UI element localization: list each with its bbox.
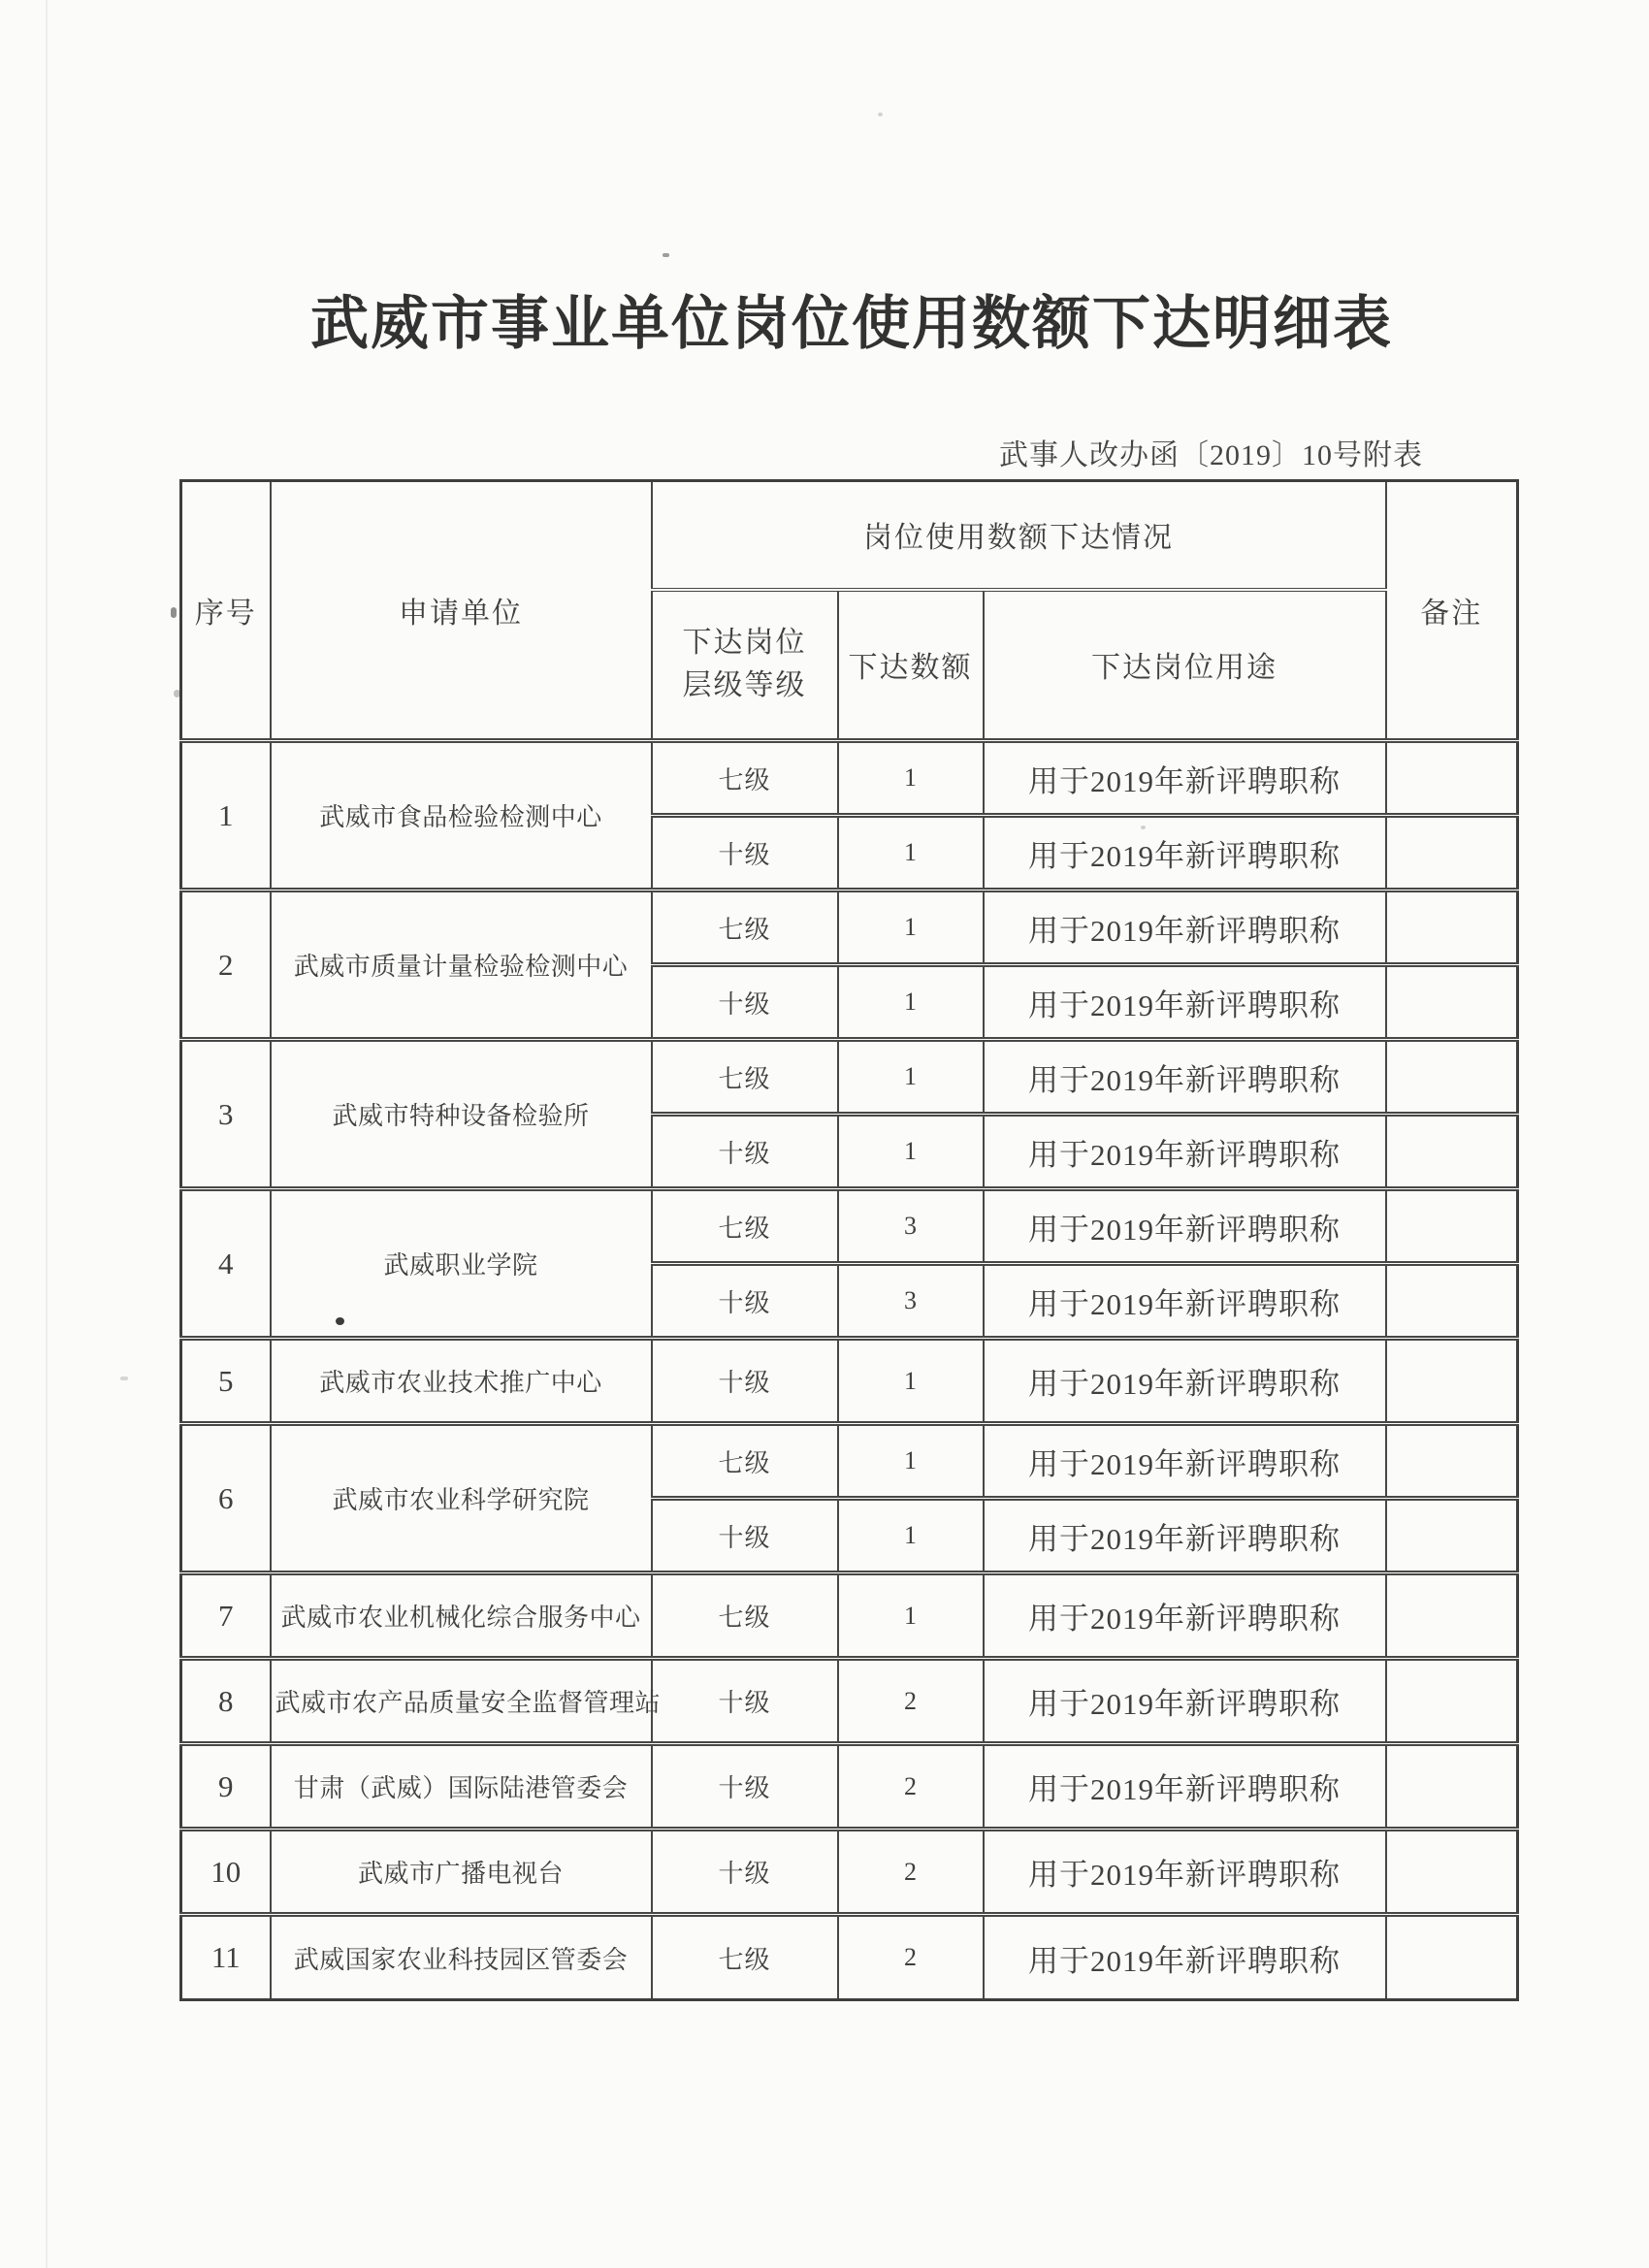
scan-speck (878, 113, 883, 116)
index-cell: 11 (181, 1915, 271, 2000)
level-cell: 十级 (652, 1499, 838, 1573)
table-body (181, 741, 1518, 2000)
purpose-cell: 用于2019年新评聘职称 (984, 965, 1386, 1040)
unit-cell: 武威市质量计量检验检测中心 (271, 891, 652, 1040)
header-purpose: 下达岗位用途 (984, 590, 1386, 741)
table-row (181, 1830, 1518, 1915)
remark-cell (1386, 1264, 1518, 1339)
remark-cell (1386, 1424, 1518, 1499)
purpose-cell: 用于2019年新评聘职称 (984, 1339, 1386, 1424)
index-cell: 9 (181, 1744, 271, 1830)
header-level-label: 下达岗位层级等级 (682, 627, 807, 702)
table-row (181, 1040, 1518, 1115)
table-row (181, 741, 1518, 816)
table-row (181, 1659, 1518, 1744)
amount-cell: 2 (838, 1915, 984, 2000)
index-cell: 8 (181, 1659, 271, 1744)
table-row (181, 1744, 1518, 1830)
purpose-cell: 用于2019年新评聘职称 (984, 1659, 1386, 1744)
purpose-cell: 用于2019年新评聘职称 (984, 1264, 1386, 1339)
purpose-cell: 用于2019年新评聘职称 (984, 816, 1386, 891)
remark-cell (1386, 1189, 1518, 1264)
level-cell: 十级 (652, 1339, 838, 1424)
level-cell: 七级 (652, 1040, 838, 1115)
remark-cell (1386, 1915, 1518, 2000)
amount-cell: 1 (838, 965, 984, 1040)
document-reference: 武事人改办函〔2019〕10号附表 (999, 439, 1423, 471)
amount-cell: 1 (838, 1040, 984, 1115)
remark-cell (1386, 1115, 1518, 1189)
amount-cell: 3 (838, 1264, 984, 1339)
index-cell: 1 (181, 741, 271, 891)
amount-cell: 2 (838, 1830, 984, 1915)
header-row-group (181, 481, 1518, 590)
scan-speck (171, 607, 177, 618)
purpose-cell: 用于2019年新评聘职称 (984, 1573, 1386, 1659)
level-cell: 十级 (652, 1659, 838, 1744)
header-index: 序号 (181, 481, 271, 741)
amount-cell: 1 (838, 1339, 984, 1424)
unit-cell: 甘肃（武威）国际陆港管委会 (271, 1744, 652, 1830)
remark-cell (1386, 1744, 1518, 1830)
header-level (652, 590, 838, 741)
level-cell: 十级 (652, 1115, 838, 1189)
remark-cell (1386, 1499, 1518, 1573)
amount-cell: 1 (838, 741, 984, 816)
index-cell: 4 (181, 1189, 271, 1339)
header-unit: 申请单位 (271, 481, 652, 741)
level-cell: 十级 (652, 1264, 838, 1339)
amount-cell: 1 (838, 1573, 984, 1659)
remark-cell (1386, 1040, 1518, 1115)
header-remark: 备注 (1386, 481, 1518, 741)
scan-speck (120, 1377, 128, 1380)
amount-cell: 1 (838, 1115, 984, 1189)
index-cell: 2 (181, 891, 271, 1040)
unit-cell: 武威市食品检验检测中心 (271, 741, 652, 891)
purpose-cell: 用于2019年新评聘职称 (984, 1189, 1386, 1264)
remark-cell (1386, 1573, 1518, 1659)
remark-cell (1386, 965, 1518, 1040)
level-cell: 十级 (652, 1744, 838, 1830)
unit-cell: 武威市农业技术推广中心 (271, 1339, 652, 1424)
purpose-cell: 用于2019年新评聘职称 (984, 1499, 1386, 1573)
page-title: 武威市事业单位岗位使用数额下达明细表 (310, 292, 1393, 356)
purpose-cell: 用于2019年新评聘职称 (984, 1744, 1386, 1830)
unit-cell: 武威国家农业科技园区管委会 (271, 1915, 652, 2000)
remark-cell (1386, 816, 1518, 891)
table-row (181, 1424, 1518, 1499)
purpose-cell: 用于2019年新评聘职称 (984, 1424, 1386, 1499)
unit-cell: 武威市广播电视台 (271, 1830, 652, 1915)
scan-fold-line (46, 0, 48, 2268)
amount-cell: 1 (838, 816, 984, 891)
table-header (181, 481, 1518, 741)
purpose-cell: 用于2019年新评聘职称 (984, 891, 1386, 965)
amount-cell: 2 (838, 1744, 984, 1830)
table-row (181, 1189, 1518, 1264)
unit-cell: 武威市农业机械化综合服务中心 (271, 1573, 652, 1659)
purpose-cell: 用于2019年新评聘职称 (984, 1115, 1386, 1189)
scan-speck (663, 253, 669, 257)
table-row (181, 1915, 1518, 2000)
quota-table (179, 479, 1519, 2001)
level-cell: 十级 (652, 1830, 838, 1915)
amount-cell: 1 (838, 891, 984, 965)
level-cell: 七级 (652, 741, 838, 816)
remark-cell (1386, 741, 1518, 816)
table-row (181, 891, 1518, 965)
header-quota-group: 岗位使用数额下达情况 (652, 481, 1386, 590)
level-cell: 七级 (652, 1424, 838, 1499)
unit-cell: 武威职业学院 (271, 1189, 652, 1339)
amount-cell: 1 (838, 1424, 984, 1499)
remark-cell (1386, 1830, 1518, 1915)
remark-cell (1386, 1659, 1518, 1744)
unit-cell: 武威市农产品质量安全监督管理站 (271, 1659, 652, 1744)
index-cell: 5 (181, 1339, 271, 1424)
level-cell: 七级 (652, 1189, 838, 1264)
purpose-cell: 用于2019年新评聘职称 (984, 1830, 1386, 1915)
level-cell: 七级 (652, 891, 838, 965)
index-cell: 6 (181, 1424, 271, 1573)
amount-cell: 2 (838, 1659, 984, 1744)
amount-cell: 1 (838, 1499, 984, 1573)
remark-cell (1386, 891, 1518, 965)
unit-cell: 武威市特种设备检验所 (271, 1040, 652, 1189)
header-amount: 下达数额 (838, 590, 984, 741)
purpose-cell: 用于2019年新评聘职称 (984, 1040, 1386, 1115)
table-row (181, 1573, 1518, 1659)
level-cell: 十级 (652, 965, 838, 1040)
index-cell: 7 (181, 1573, 271, 1659)
table-row (181, 1339, 1518, 1424)
unit-cell: 武威市农业科学研究院 (271, 1424, 652, 1573)
amount-cell: 3 (838, 1189, 984, 1264)
level-cell: 七级 (652, 1915, 838, 2000)
purpose-cell: 用于2019年新评聘职称 (984, 741, 1386, 816)
index-cell: 10 (181, 1830, 271, 1915)
remark-cell (1386, 1339, 1518, 1424)
index-cell: 3 (181, 1040, 271, 1189)
level-cell: 七级 (652, 1573, 838, 1659)
level-cell: 十级 (652, 816, 838, 891)
purpose-cell: 用于2019年新评聘职称 (984, 1915, 1386, 2000)
